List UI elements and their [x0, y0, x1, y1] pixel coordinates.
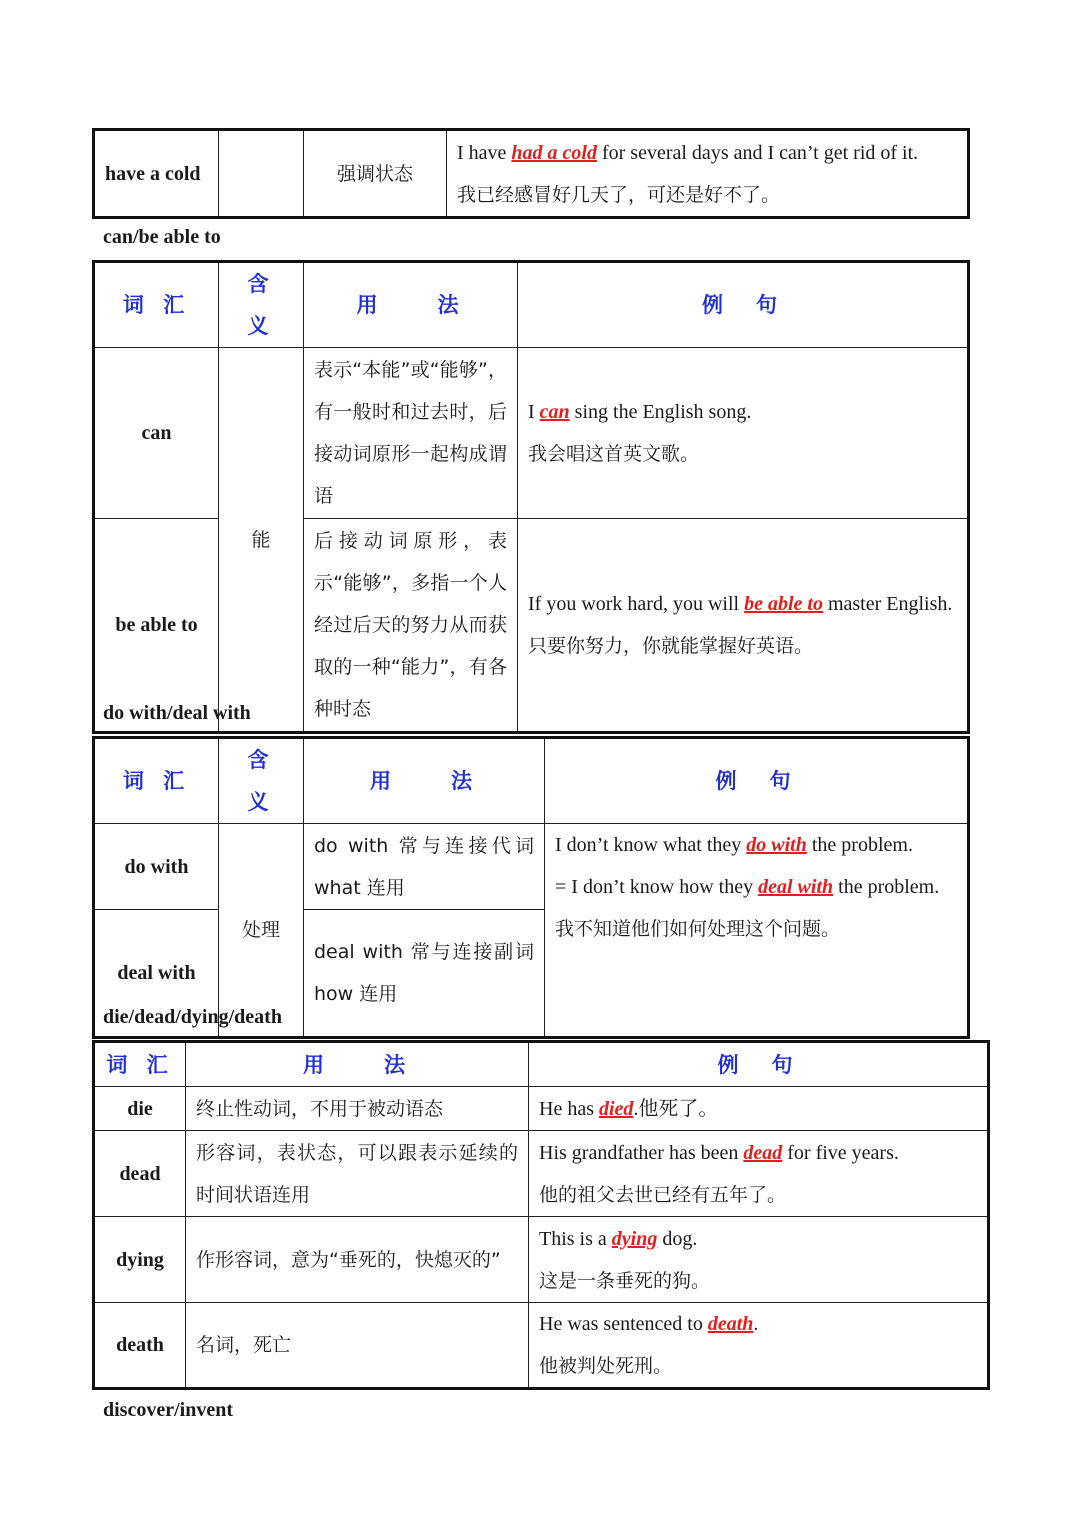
usage-cell: 终止性动词，不用于被动语态 [186, 1087, 529, 1131]
usage-cell: 形容词，表状态，可以跟表示延续的时间状语连用 [186, 1131, 529, 1217]
usage-cell: deal with 常与连接副词 how 连用 [304, 910, 545, 1038]
example-en: His grandfather has been dead for five years. [539, 1141, 899, 1164]
meaning-cell: 能 [219, 348, 304, 733]
vocab-cell: die [94, 1087, 186, 1131]
vocab-cell: death [94, 1303, 186, 1389]
highlight: death [707, 1313, 754, 1335]
section-heading-can: can/be able to [103, 226, 221, 248]
vocab-cell: do with [94, 824, 219, 910]
header-usage: 用 法 [304, 738, 545, 824]
example-cell [529, 1217, 989, 1303]
meaning-cell: 处理 [219, 824, 304, 1038]
usage-cell: 名词，死亡 [186, 1303, 529, 1389]
vocab-cell: can [94, 348, 219, 519]
example-cell [529, 1131, 989, 1217]
header-vocab: 词 汇 [94, 1042, 186, 1087]
header-example: 例 句 [518, 262, 969, 348]
example-en-2: = I don’t know how they deal with the problem. [555, 876, 940, 898]
header-meaning: 含 义 [219, 738, 304, 824]
example-cn: 他被判处死刑。 [539, 1355, 673, 1377]
example-cell [447, 130, 969, 218]
example-cell: He has died.他死了。 [529, 1087, 989, 1131]
highlight: be able to [744, 593, 823, 615]
header-meaning: 含 义 [219, 262, 304, 348]
vocab-cell: dying [94, 1217, 186, 1303]
header-example: 例 句 [545, 738, 969, 824]
section-heading-do: do with/deal with [103, 702, 251, 724]
usage-cell: 作形容词，意为“垂死的，快熄灭的” [186, 1217, 529, 1303]
section-heading-discover: discover/invent [103, 1399, 233, 1421]
usage-cell: do with 常与连接代词 what 连用 [304, 824, 545, 910]
highlight: had a cold [511, 141, 597, 164]
example-en: I have had a cold for several days and I can’t get rid of it. [457, 141, 919, 164]
section-heading-die: die/dead/dying/death [103, 1006, 282, 1028]
meaning-cell [219, 130, 304, 218]
header-vocab: 词 汇 [94, 738, 219, 824]
example-en: This is a dying dog. [539, 1227, 698, 1250]
do-with-table [92, 736, 970, 1039]
have-a-cold-table [92, 128, 970, 219]
example-en: He was sentenced to death. [539, 1313, 759, 1335]
example-cell [518, 348, 969, 519]
example-cn: 我会唱这首英文歌。 [528, 443, 700, 465]
usage-cell: 强调状态 [304, 130, 447, 218]
header-vocab: 词 汇 [94, 262, 219, 348]
vocab-cell: have a cold [94, 130, 219, 218]
example-en: I can sing the English song. [528, 401, 752, 423]
example-cn: 只要你努力，你就能掌握好英语。 [528, 635, 814, 657]
example-cn: 我已经感冒好几天了，可还是好不了。 [457, 183, 781, 206]
example-cn: 他的祖父去世已经有五年了。 [539, 1183, 787, 1206]
example-en-1: I don’t know what they do with the problem. [555, 834, 913, 856]
example-cn: 这是一条垂死的狗。 [539, 1269, 711, 1292]
example-cell [529, 1303, 989, 1389]
can-table [92, 260, 970, 734]
highlight: deal with [758, 876, 834, 898]
header-usage: 用 法 [186, 1042, 529, 1087]
highlight: dying [611, 1227, 658, 1250]
vocab-cell: deal with [94, 910, 219, 1038]
highlight: do with [746, 834, 807, 856]
vocab-cell: dead [94, 1131, 186, 1217]
usage-cell: 后接动词原形，表示“能够”，多指一个人经过后天的努力从而获取的一种“能力”，有各种时态 [304, 519, 518, 733]
example-en: If you work hard, you will be able to master English. [528, 593, 953, 615]
die-table [92, 1040, 990, 1390]
example-cn: 我不知道他们如何处理这个问题。 [555, 918, 841, 940]
highlight: dead [743, 1141, 783, 1164]
example-cell [545, 824, 969, 1038]
example-cell [518, 519, 969, 733]
highlight: can [539, 401, 570, 423]
usage-cell: 表示“本能”或“能够”，有一般时和过去时，后接动词原形一起构成谓语 [304, 348, 518, 519]
header-usage: 用 法 [304, 262, 518, 348]
header-example: 例 句 [529, 1042, 989, 1087]
highlight: died [598, 1097, 634, 1120]
vocab-cell: be able to [94, 519, 219, 733]
